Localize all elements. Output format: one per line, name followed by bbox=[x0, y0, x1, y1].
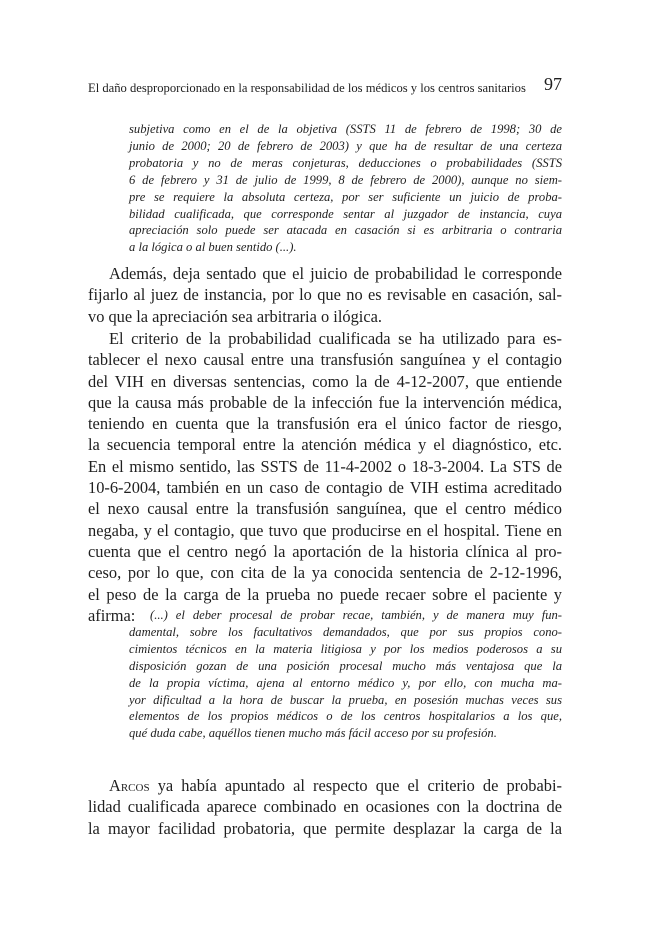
body-line: El criterio de la probabilidad cualificada se ha utilizado para es- bbox=[109, 329, 562, 348]
body-line: que la causa más probable de la infección fue la intervención médica, bbox=[88, 392, 562, 412]
page-number: 97 bbox=[544, 74, 562, 94]
body-line: la mayor facilidad probatoria, que permite desplazar la carga de la bbox=[88, 818, 562, 838]
quote-line: elementos de los propios médicos o de los centros hospitalarios a los que, bbox=[129, 709, 562, 724]
body-line: vo que la apreciación sea arbitraria o ilógica. bbox=[88, 306, 382, 326]
body-line: negaba, y el contagio, que tuvo que producirse en el hospital. Tiene en bbox=[88, 520, 562, 540]
quote-line: de la propia víctima, ajena al entorno médico y, por ello, con mucha ma- bbox=[129, 675, 562, 690]
body-line: el nexo causal entre la transfusión sanguínea, que el centro médico bbox=[88, 499, 562, 519]
quote-line: cimientos técnicos en la materia litigiosa y por los medios poderosos a su bbox=[129, 641, 562, 656]
quote-line: apreciación solo puede ser atacada en casación si es arbitraria o contraria bbox=[129, 223, 562, 238]
quote-line: damental, sobre los facultativos demandados, que por sus propios cono- bbox=[129, 624, 562, 639]
body-line: Además, deja sentado que el juicio de probabilidad le corresponde bbox=[109, 264, 562, 283]
body-line bbox=[88, 775, 562, 796]
quote-line: 6 de febrero y 31 de julio de 1999, 8 de febrero de 2000), aunque no siem- bbox=[129, 172, 562, 187]
quote-line: subjetiva como en el de la objetiva (SSTS 11 de febrero de 1998; 30 de bbox=[129, 122, 562, 136]
body-line: el peso de la carga de la prueba no puede recaer sobre el paciente y bbox=[88, 584, 562, 604]
body-line: fijarlo al juez de instancia, por lo que no es revisable en casación, sal- bbox=[88, 285, 562, 305]
author-name: Arcos bbox=[109, 776, 150, 795]
paragraph-2 bbox=[88, 328, 562, 626]
paragraph-1 bbox=[88, 263, 562, 327]
body-line: cuenta que el centro negó la aportación de la historia clínica al pro- bbox=[88, 541, 562, 561]
quote-line: disposición gozan de una posición procesal mucho más ventajosa que la bbox=[129, 658, 562, 673]
body-line: tablecer el nexo causal entre una transfusión sanguínea y el contagio bbox=[88, 350, 562, 370]
body-line: del VIH en diversas sentencias, como la de 4-12-2007, que entiende bbox=[88, 371, 562, 391]
body-line: afirma: bbox=[88, 605, 136, 625]
quote-line: pre se requiere la absoluta certeza, por ser suficiente un juicio de proba- bbox=[129, 189, 562, 204]
quote-line: a la lógica o al buen sentido (...). bbox=[129, 240, 297, 255]
body-line: 10-6-2004, también en un caso de contagio de VIH estima acreditado bbox=[88, 478, 562, 498]
body-line-rest: ya había apuntado al respecto que el criterio de probabi- bbox=[149, 776, 562, 795]
quote-line: (...) el deber procesal de probar recae, también, y de manera muy fun- bbox=[150, 608, 562, 622]
quote-line: qué duda cabe, aquéllos tienen mucho más fácil acceso por su profesión. bbox=[129, 726, 497, 741]
quote-line: junio de 2000; 20 de febrero de 2003) y que ha de resultar de una certeza bbox=[129, 138, 562, 153]
paragraph-3 bbox=[88, 775, 562, 839]
block-quote-top bbox=[129, 121, 562, 256]
body-line: lidad cualificada aparece combinado en ocasiones con la doctrina de bbox=[88, 797, 562, 817]
block-quote-middle bbox=[129, 607, 562, 742]
quote-line: bilidad cualificada, que corresponde sentar al juzgador de instancia, cuya bbox=[129, 206, 562, 221]
body-line: la secuencia temporal entre la atención médica y el diagnóstico, etc. bbox=[88, 435, 562, 455]
body-line: ceso, por lo que, con cita de la ya conocida sentencia de 2-12-1996, bbox=[88, 563, 562, 583]
body-line: En el mismo sentido, las SSTS de 11-4-2002 o 18-3-2004. La STS de bbox=[88, 456, 562, 476]
quote-line: yor dificultad a la hora de buscar la prueba, en posesión muchas veces sus bbox=[129, 692, 562, 707]
quote-line: probatoria y no de meras conjeturas, deducciones o probabilidades (SSTS bbox=[129, 155, 562, 170]
body-line: teniendo en cuenta que la transfusión era el único factor de riesgo, bbox=[88, 414, 562, 434]
running-title: El daño desproporcionado en la responsabilidad de los médicos y los centros sanitarios bbox=[88, 81, 526, 95]
